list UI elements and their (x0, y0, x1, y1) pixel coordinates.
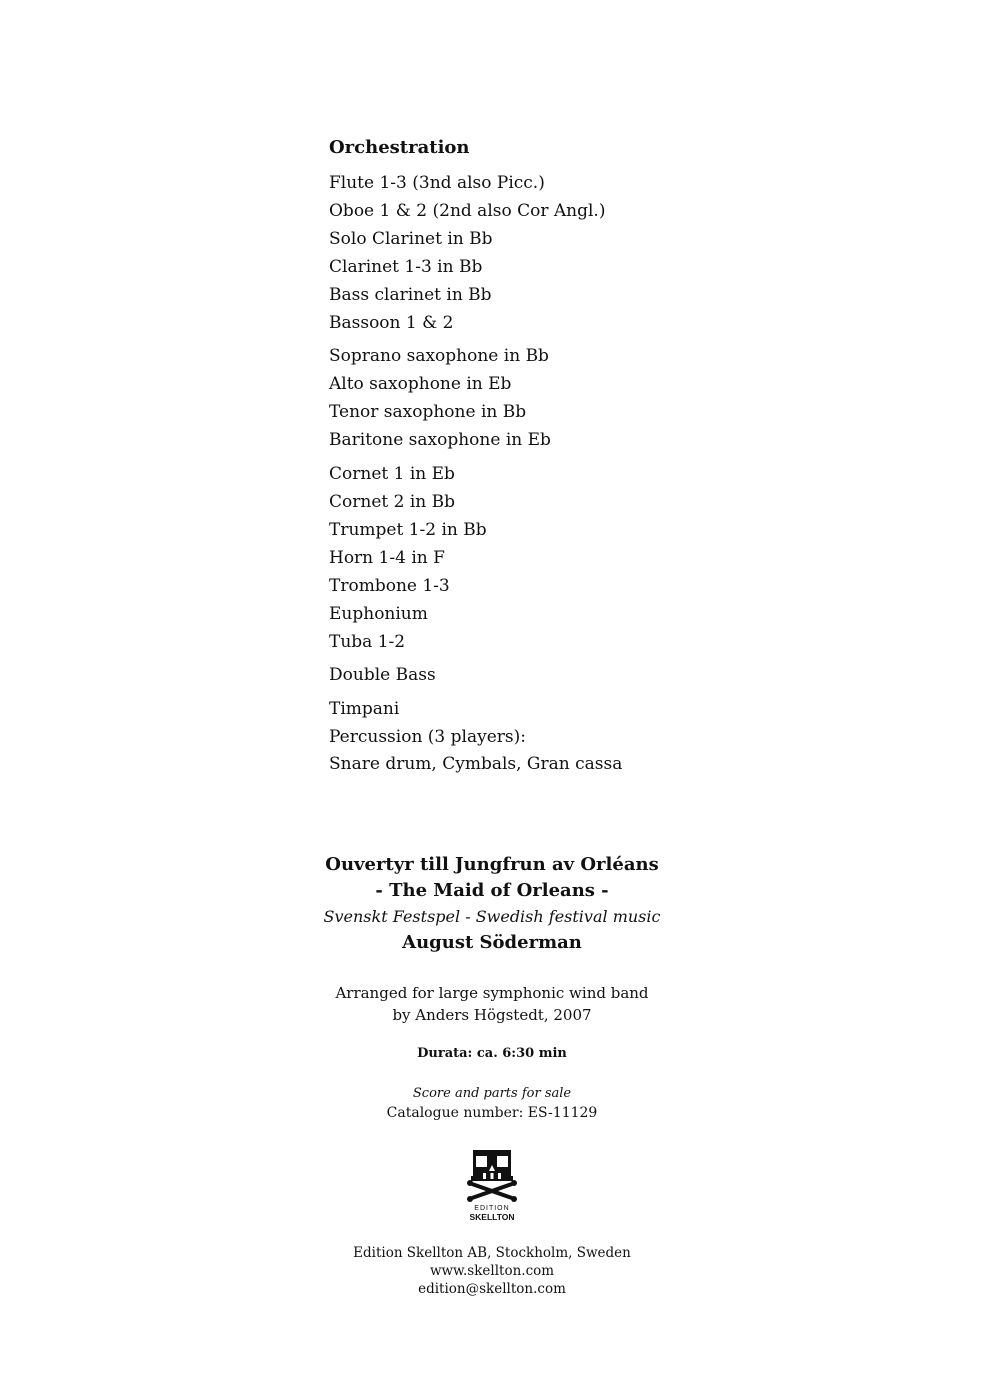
sale-info (300, 1085, 684, 1123)
publisher-website[interactable]: www.skellton.com (429, 1263, 555, 1279)
work-title: Ouvertyr till Jungfrun av Orléans (325, 854, 659, 875)
publisher-address: Edition Skellton AB, Stockholm, Sweden (353, 1245, 631, 1261)
saxophones-group (329, 343, 729, 455)
logo-line2: SKELLTON (469, 1212, 515, 1222)
publisher-info (300, 1244, 684, 1298)
orchestration-section (329, 136, 729, 783)
publisher-email[interactable]: edition@skellton.com (418, 1281, 566, 1297)
orchestration-title: Orchestration (329, 137, 470, 158)
skull-crossbones-icon (462, 1146, 522, 1226)
sale-note: Score and parts for sale (412, 1086, 572, 1101)
description-sv: Svenskt Festspel (323, 907, 461, 926)
description-en: Swedish festival music (475, 907, 661, 926)
instrument-item: Clarinet 1-3 in Bb (329, 256, 483, 277)
instrument-item: Tuba 1-2 (329, 631, 406, 652)
duration-text: Durata: ca. 6:30 min (417, 1046, 567, 1061)
instrument-item: Solo Clarinet in Bb (329, 228, 493, 249)
instrument-item: Snare drum, Cymbals, Gran cassa (329, 754, 623, 775)
catalogue-number: Catalogue number: ES-11129 (386, 1105, 598, 1121)
work-subtitle: - The Maid of Orleans - (375, 880, 609, 901)
logo-line1: EDITION (474, 1205, 510, 1212)
instrument-item: Alto saxophone in Eb (329, 374, 512, 395)
instrument-item: Cornet 2 in Bb (329, 491, 455, 512)
instrument-item: Trombone 1-3 (329, 575, 450, 596)
work-info (300, 852, 684, 956)
composer-name: August Söderman (402, 932, 582, 953)
instrument-item: Baritone saxophone in Eb (329, 430, 551, 451)
instrument-item: Oboe 1 & 2 (2nd also Cor Angl.) (329, 200, 606, 221)
instrument-item: Tenor saxophone in Bb (329, 402, 527, 423)
instrument-item: Percussion (3 players): (329, 727, 526, 748)
edition-skellton-logo (462, 1146, 522, 1226)
work-description (300, 904, 684, 930)
instrument-item: Euphonium (329, 603, 428, 624)
instrument-item: Bass clarinet in Bb (329, 284, 492, 305)
instrument-item: Flute 1-3 (3nd also Picc.) (329, 173, 545, 193)
instrument-item: Bassoon 1 & 2 (329, 312, 454, 333)
brass-group (329, 461, 729, 656)
description-separator: - (460, 907, 476, 926)
instrument-item: Horn 1-4 in F (329, 547, 445, 568)
instrument-item: Double Bass (329, 665, 436, 686)
instrument-item: Soprano saxophone in Bb (329, 346, 549, 367)
percussion-group (329, 696, 729, 777)
instrument-item: Cornet 1 in Eb (329, 464, 455, 485)
instrument-item: Trumpet 1-2 in Bb (329, 519, 487, 540)
woodwinds-group (329, 170, 729, 337)
arrangement-line2: by Anders Högstedt, 2007 (392, 1006, 592, 1024)
strings-group (329, 662, 729, 690)
arrangement-info (300, 982, 684, 1026)
instrument-item: Timpani (329, 699, 400, 720)
arrangement-line1: Arranged for large symphonic wind band (335, 984, 649, 1002)
duration-info (300, 1045, 684, 1063)
